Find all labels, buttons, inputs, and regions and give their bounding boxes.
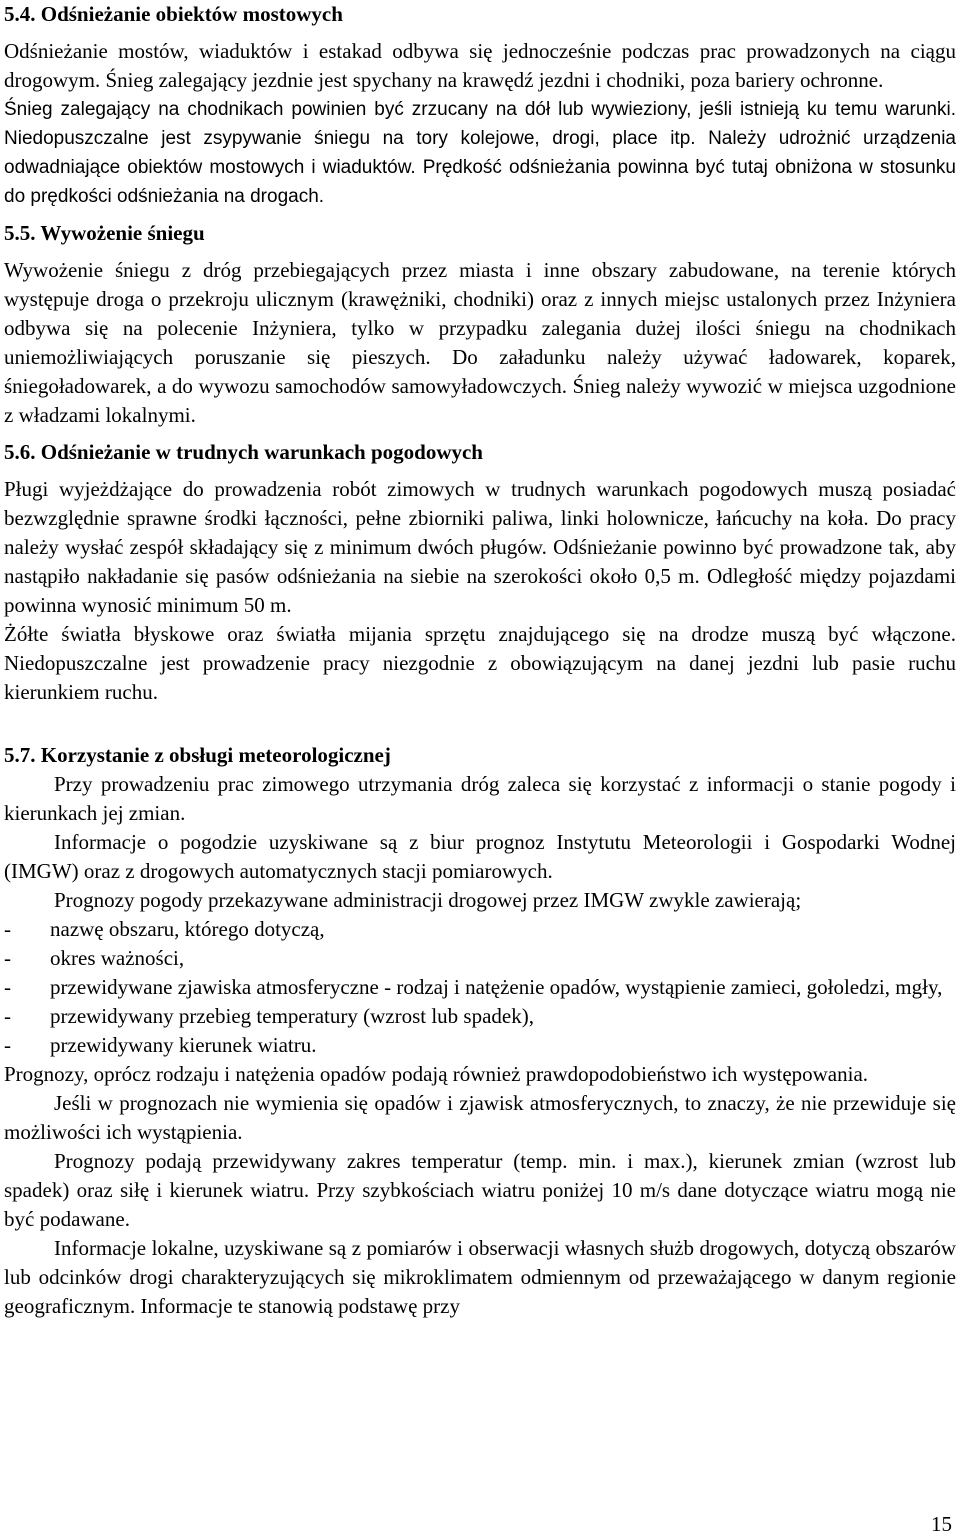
list-item [4, 915, 956, 944]
list-item-text: okres ważności, [50, 946, 185, 970]
list-item-text: nazwę obszaru, którego dotyczą, [50, 917, 325, 941]
section-5-7-paragraph-1: Przy prowadzeniu prac zimowego utrzymania dróg zaleca się korzystać z informacji o stanie pogody i kierunkach jej zmian. [4, 772, 956, 825]
list-item-text: przewidywany kierunek wiatru. [50, 1033, 317, 1057]
section-5-7-paragraph-3: Prognozy pogody przekazywane administracji drogowej przez IMGW zwykle zawierają; [54, 888, 802, 912]
section-5-4-paragraph-2: Śnieg zalegający na chodnikach powinien być zrzucany na dół lub wywieziony, jeśli istnieją ku temu warunki. Niedopuszczalne jest zsypywanie śniegu na tory kolejowe, drogi, place itp. Należy udrożnić urządzenia odwadniające obiektów mostowych i wiaduktów. Prędkość odśnieżania powinna być tutaj obniżona w stosunku do prędkości odśnieżania na drogach. [4, 99, 956, 207]
list-item [4, 944, 956, 973]
section-5-7-paragraph-7: Informacje lokalne, uzyskiwane są z pomiarów i obserwacji własnych służb drogowych, dotyczą obszarów lub odcinków drogi charakteryzujących się mikroklimatem odmiennym od przeważającego w danym regionie geograficznym. Informacje te stanowią podstawę przy [4, 1236, 956, 1318]
list-dash: - [4, 946, 11, 970]
section-5-5-paragraph-1: Wywożenie śniegu z dróg przebiegających przez miasta i inne obszary zabudowane, na terenie których występuje droga o przekroju ulicznym (krawężniki, chodniki) oraz z innych miejsc ustalonych przez Inżyniera odbywa się na polecenie Inżyniera, tylko w przypadku zalegania dużej ilości śniegu na chodnikach uniemożliwiających poruszanie się pieszych. Do załadunku należy używać ładowarek, koparek, śniegoładowarek, a do wywozu samochodów samowyładowczych. Śnieg należy wywozić w miejsca uzgodnione z władzami lokalnymi. [4, 258, 956, 427]
section-5-7-paragraph-4: Prognozy, oprócz rodzaju i natężenia opadów podają również prawdopodobieństwo ich występowania. [4, 1062, 869, 1086]
section-5-7-heading: 5.7. Korzystanie z obsługi meteorologicznej [4, 743, 391, 767]
section-5-7-paragraph-6: Prognozy podają przewidywany zakres temperatur (temp. min. i max.), kierunek zmian (wzrost lub spadek) oraz siłę i kierunek wiatru. Przy szybkościach wiatru poniżej 10 m/s dane dotyczące wiatru mogą nie być podawane. [4, 1149, 956, 1231]
forecast-contents-list [4, 915, 956, 1060]
section-5-7-paragraph-5: Jeśli w prognozach nie wymienia się opadów i zjawisk atmosferycznych, to znaczy, że nie przewiduje się możliwości ich wystąpienia. [4, 1091, 956, 1144]
section-5-6-paragraph-1: Pługi wyjeżdżające do prowadzenia robót zimowych w trudnych warunkach pogodowych muszą posiadać bezwzględnie sprawne środki łączności, pełne zbiorniki paliwa, linki holownicze, łańcuchy na koła. Do pracy należy wysłać zespół składający się z minimum dwóch pługów. Odśnieżanie powinno być prowadzone tak, aby nastąpiło nakładanie się pasów odśnieżania na siebie na szerokości około 0,5 m. Odległość między pojazdami powinna wynosić minimum 50 m. [4, 477, 956, 617]
list-dash: - [4, 1004, 11, 1028]
list-item-text: przewidywane zjawiska atmosferyczne - rodzaj i natężenie opadów, wystąpienie zamieci, gołoledzi, mgły, [50, 975, 943, 999]
list-dash: - [4, 1033, 11, 1057]
page-number: 15 [931, 1512, 952, 1536]
section-5-6-paragraph-2: Żółte światła błyskowe oraz światła mijania sprzętu znajdującego się na drodze muszą być włączone. Niedopuszczalne jest prowadzenie pracy niezgodnie z obowiązującym na danej jezdni lub pasie ruchu kierunkiem ruchu. [4, 622, 956, 704]
section-5-4-heading: 5.4. Odśnieżanie obiektów mostowych [4, 2, 343, 26]
list-dash: - [4, 975, 11, 999]
list-item [4, 1002, 956, 1031]
section-5-5-heading: 5.5. Wywożenie śniegu [4, 221, 205, 245]
list-item-text: przewidywany przebieg temperatury (wzrost lub spadek), [50, 1004, 534, 1028]
list-item [4, 1031, 956, 1060]
document-page [4, 0, 956, 1321]
section-5-7-paragraph-2: Informacje o pogodzie uzyskiwane są z biur prognoz Instytutu Meteorologii i Gospodarki Wodnej (IMGW) oraz z drogowych automatycznych stacji pomiarowych. [4, 830, 956, 883]
list-dash: - [4, 917, 11, 941]
section-5-6-heading: 5.6. Odśnieżanie w trudnych warunkach pogodowych [4, 440, 483, 464]
list-item [4, 973, 956, 1002]
section-5-4-paragraph-1: Odśnieżanie mostów, wiaduktów i estakad odbywa się jednocześnie podczas prac prowadzonych na ciągu drogowym. Śnieg zalegający jezdnie jest spychany na krawędź jezdni i chodniki, poza bariery ochronne. [4, 39, 956, 92]
